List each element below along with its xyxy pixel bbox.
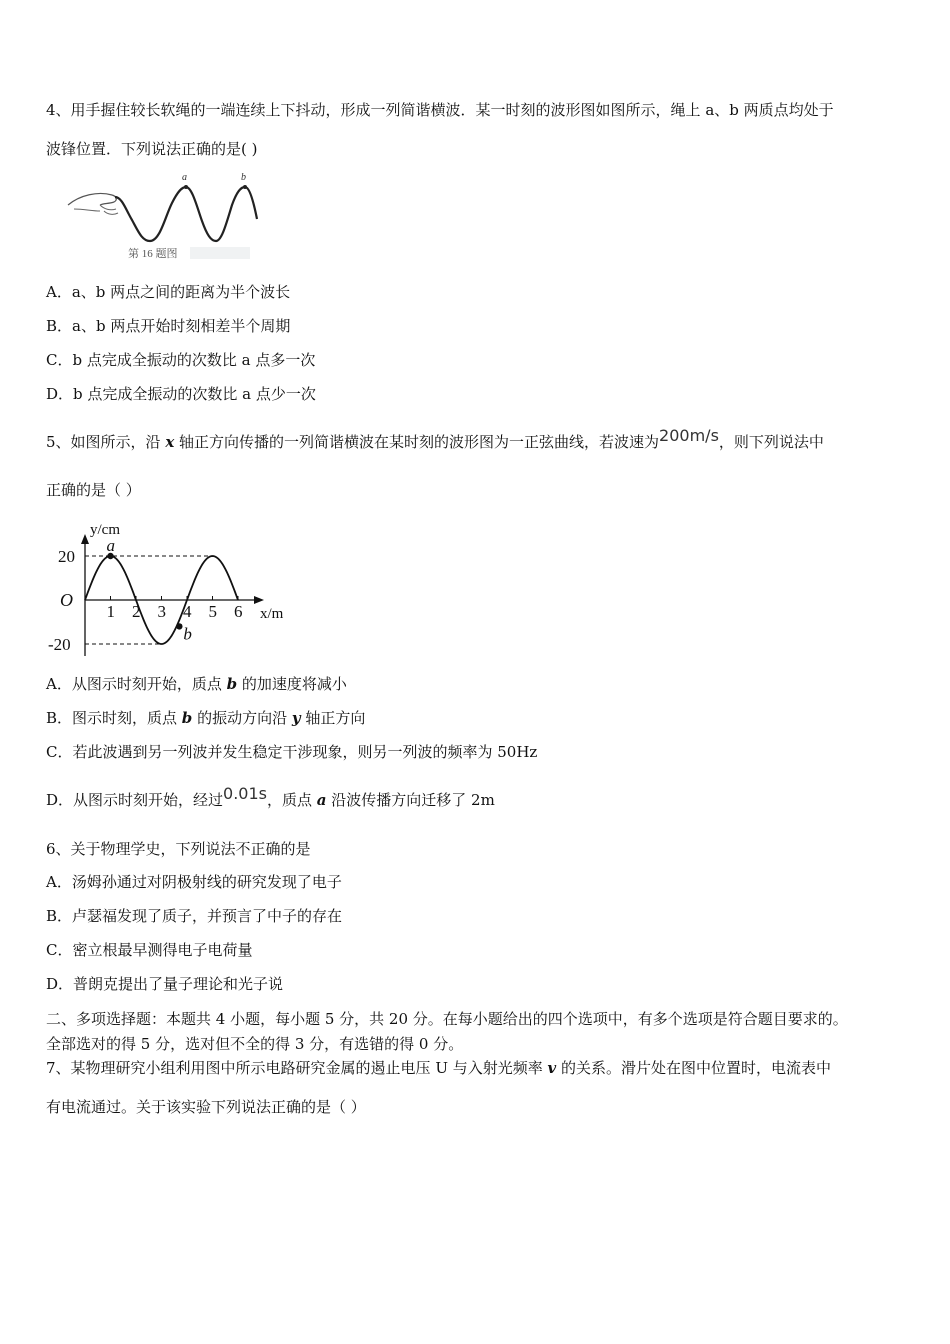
q5-d-var: a — [316, 791, 327, 809]
q6-option-c[interactable]: C．密立根最早测得电子电荷量 — [46, 941, 253, 959]
hand-fingers-icon — [74, 205, 118, 214]
q7-stem-line1 — [46, 1058, 831, 1078]
q7-stem-pre: 7、某物理研究小组利用图中所示电路研究金属的遏止电压 U 与入射光频率 — [46, 1059, 548, 1077]
section2-line1: 二、多项选择题：本题共 4 小题，每小题 5 分，共 20 分。在每小题给出的四个选项中，有多个选项是符合题目要求的。 — [46, 1010, 848, 1028]
q4-stem-line2: 波锋位置．下列说法正确的是( ) — [46, 140, 258, 158]
q6-option-a[interactable]: A．汤姆孙通过对阴极射线的研究发现了电子 — [46, 873, 342, 891]
section2-line2: 全部选对的得 5 分，选对但不全的得 3 分，有选错的得 0 分。 — [46, 1035, 464, 1053]
q4-option-a[interactable]: A．a、b 两点之间的距离为半个波长 — [46, 283, 291, 301]
q5-b-mid: 的振动方向沿 — [192, 709, 292, 727]
q5-option-c[interactable]: C．若此波遇到另一列波并发生稳定干涉现象，则另一列波的频率为 50Hz — [46, 743, 538, 761]
point-label-a: a — [106, 536, 115, 555]
q6-option-b[interactable]: B．卢瑟福发现了质子，并预言了中子的存在 — [46, 907, 343, 925]
q5-a-var: b — [226, 675, 238, 693]
q5-b-var: b — [181, 709, 193, 727]
x-axis-arrow — [254, 596, 264, 604]
q5-b-pre: B．图示时刻，质点 — [46, 709, 182, 727]
q5-speed: 200m/s — [659, 426, 719, 445]
q5-option-d[interactable] — [46, 784, 495, 810]
q7-stem-line2: 有电流通过。关于该实验下列说法正确的是（ ） — [46, 1098, 366, 1116]
q5-d-pre: D．从图示时刻开始，经过 — [46, 791, 224, 809]
q5-wave-chart — [46, 512, 296, 657]
q5-stem-pre: 5、如图所示，沿 — [46, 433, 166, 451]
y-tick-label: 20 — [58, 547, 75, 566]
q5-d-time: 0.01s — [223, 784, 267, 803]
rope-wave — [115, 187, 257, 241]
q5-stem-post: ，则下列说法中 — [718, 433, 824, 451]
point-a — [184, 185, 188, 189]
q5-a-pre: A．从图示时刻开始，质点 — [46, 675, 227, 693]
q5-chart — [46, 512, 296, 657]
x-tick-label: 1 — [106, 602, 115, 621]
point-b — [243, 185, 247, 189]
x-tick-label: 4 — [183, 602, 192, 621]
q4-option-c[interactable]: C．b 点完成全振动的次数比 a 点多一次 — [46, 351, 316, 369]
q4-wave-figure — [60, 165, 275, 265]
x-tick-label: 2 — [132, 602, 141, 621]
q6-option-d[interactable]: D．普朗克提出了量子理论和光子说 — [46, 975, 284, 993]
point-b — [176, 623, 182, 629]
x-tick-label: 6 — [234, 602, 243, 621]
q4-label-a: a — [182, 172, 187, 183]
hand-outline-icon — [68, 193, 116, 205]
y-axis-label: y/cm — [90, 522, 120, 538]
q5-b-post: 轴正方向 — [300, 709, 366, 727]
point-label-b: b — [183, 624, 192, 644]
q5-option-a[interactable] — [46, 674, 347, 694]
q5-a-post: 的加速度将减小 — [237, 675, 347, 693]
q6-stem: 6、关于物理学史，下列说法不正确的是 — [46, 840, 311, 858]
watermark-smudge — [190, 247, 250, 259]
q5-d-post: 沿波传播方向迁移了 2m — [326, 791, 495, 809]
q7-var-v: v — [547, 1059, 557, 1077]
q4-option-b[interactable]: B．a、b 两点开始时刻相差半个周期 — [46, 317, 291, 335]
q5-d-mid: ，质点 — [267, 791, 317, 809]
q5-chart-layer — [48, 522, 284, 656]
origin-label: O — [60, 590, 73, 610]
q4-figure — [60, 165, 275, 265]
y-tick-label: -20 — [48, 635, 71, 654]
q5-b-var2: y — [291, 709, 301, 727]
q4-stem-line1: 4、用手握住较长软绳的一端连续上下抖动，形成一列简谐横波．某一时刻的波形图如图所示，绳上 a、b 两质点均处于 — [46, 101, 834, 119]
y-axis-arrow — [81, 534, 89, 544]
x-axis-label: x/m — [260, 606, 284, 622]
q5-option-b[interactable] — [46, 708, 365, 728]
q4-label-b: b — [241, 172, 246, 183]
q5-stem-mid: 轴正方向传播的一列简谐横波在某时刻的波形图为一正弦曲线，若波速为 — [174, 433, 660, 451]
q5-stem-line2: 正确的是（ ） — [46, 481, 141, 499]
x-tick-label: 5 — [208, 602, 217, 621]
x-tick-label: 3 — [157, 602, 166, 621]
q4-caption: 第 16 题图 — [128, 248, 178, 260]
q5-var-x: x — [165, 433, 175, 451]
q7-stem-post: 的关系。滑片处在图中位置时，电流表中 — [556, 1059, 831, 1077]
q4-option-d[interactable]: D．b 点完成全振动的次数比 a 点少一次 — [46, 385, 316, 403]
q5-stem-line1 — [46, 426, 824, 452]
